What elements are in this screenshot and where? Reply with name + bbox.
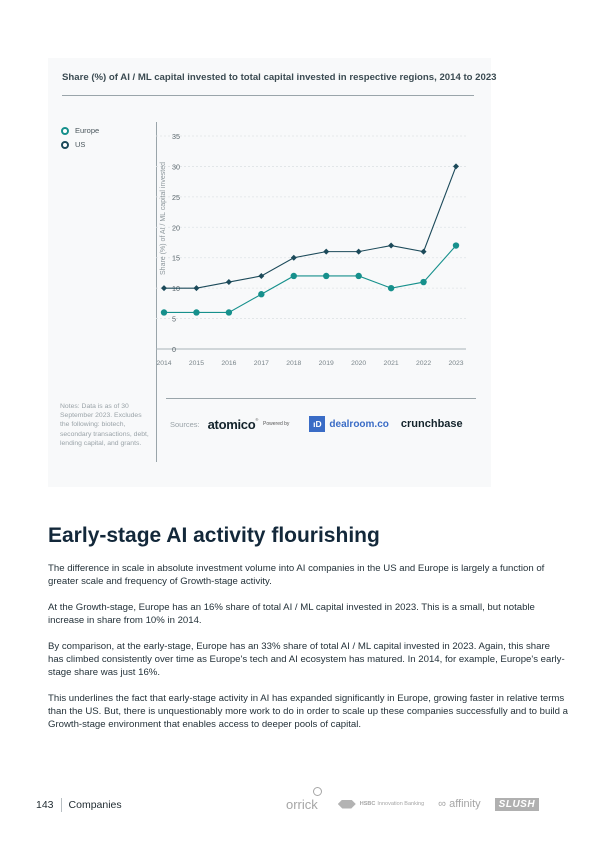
data-point <box>193 285 199 291</box>
data-point <box>161 309 167 315</box>
atomico-logo: atomico® <box>207 416 259 432</box>
data-point <box>388 285 394 291</box>
chart-panel <box>48 58 497 487</box>
footer-divider <box>61 798 62 812</box>
sources-label: Sources: <box>170 419 200 429</box>
x-tick-label: 2017 <box>253 360 269 367</box>
powered-by-label: Powered by <box>263 421 290 427</box>
data-point <box>226 279 232 285</box>
section-name: Companies <box>68 799 122 811</box>
line-chart <box>48 58 491 398</box>
x-tick-label: 2015 <box>188 360 205 367</box>
partner-logos <box>286 790 539 818</box>
orrick-logo: orrick <box>286 797 318 812</box>
data-point <box>421 249 427 255</box>
data-point <box>453 242 459 248</box>
data-point <box>291 255 297 261</box>
section-heading: Early-stage AI activity flourishing <box>48 524 380 547</box>
y-tick-label: 5 <box>172 314 176 324</box>
x-tick-label: 2023 <box>448 360 464 367</box>
paragraph-2: At the Growth-stage, Europe has an 16% share of total AI / ML capital invested in 2023. This is a small, but notable increase in share from 10% in 2014. <box>48 602 535 626</box>
x-tick-label: 2021 <box>383 360 399 367</box>
paragraph-1: The difference in scale in absolute investment volume into AI companies in the US and Europe is largely a function of greater scale and frequency of Growth-stage activity. <box>48 563 545 587</box>
dealroom-logo: dealroom.co <box>329 418 389 430</box>
europe-line <box>164 246 456 313</box>
x-tick-label: 2020 <box>351 360 367 367</box>
paragraph-3: By comparison, at the early-stage, Europe has an 33% share of total AI / ML capital invested in 2023. Again, this share has climbed consistently over time as Europe's tech and AI ecosystem has matured. In 2014, for example, Europe's early-stage share was just 16%. <box>48 641 565 678</box>
page-footer <box>36 798 122 812</box>
x-tick-label: 2018 <box>286 360 302 367</box>
legend-label: Europe <box>75 126 100 135</box>
data-point <box>291 273 297 279</box>
data-point <box>258 273 264 279</box>
y-tick-label: 10 <box>172 284 180 294</box>
x-tick-label: 2016 <box>221 360 237 367</box>
data-point <box>356 249 362 255</box>
y-tick-label: 35 <box>172 132 180 141</box>
data-point <box>420 279 426 285</box>
chart-title: Share (%) of AI / ML capital invested to total capital invested in respective regions, 2014 to 2023 <box>62 72 497 83</box>
y-tick-label: 20 <box>172 223 180 233</box>
y-tick-label: 15 <box>172 253 180 263</box>
y-tick-label: 0 <box>172 345 176 354</box>
sources-row <box>170 414 463 434</box>
page-number: 143 <box>36 799 54 811</box>
paragraph-4: This underlines the fact that early-stage activity in AI has expanded significantly in Europe, growing faster in relative terms than the US. But, there is unquestionably more work to do in order to scale up these companies successfully and to build a Growth-stage environment that enables access to deeper pools of capital. <box>48 693 568 730</box>
y-tick-label: 30 <box>172 162 180 172</box>
data-point <box>388 243 394 249</box>
x-tick-label: 2014 <box>156 360 172 367</box>
data-point <box>161 285 167 291</box>
data-point <box>323 249 329 255</box>
slush-logo: SLUSH <box>495 798 539 811</box>
x-tick-label: 2022 <box>415 360 432 367</box>
data-point <box>355 273 361 279</box>
hsbc-hexagon-icon <box>338 800 356 809</box>
crunchbase-logo: crunchbase <box>400 418 463 430</box>
data-point <box>258 291 264 297</box>
data-point <box>226 309 232 315</box>
legend-label: US <box>75 140 86 149</box>
data-point <box>193 309 199 315</box>
y-axis-label: Share (%) of AI / ML capital invested <box>160 162 167 275</box>
y-tick-label: 25 <box>172 192 180 202</box>
data-point <box>323 273 329 279</box>
hsbc-logo: HSBC Innovation Banking <box>338 800 424 809</box>
affinity-logo: ∞ affinity <box>438 798 481 810</box>
chart-notes: Notes: Data is as of 30 September 2023. Excludes the following: biotech, secondary transactions, debt, lending capital, and grants. <box>60 403 149 447</box>
x-tick-label: 2019 <box>318 360 334 367</box>
sources-divider <box>166 398 476 399</box>
dealroom-icon: ıD <box>309 416 325 432</box>
data-point <box>453 163 459 169</box>
